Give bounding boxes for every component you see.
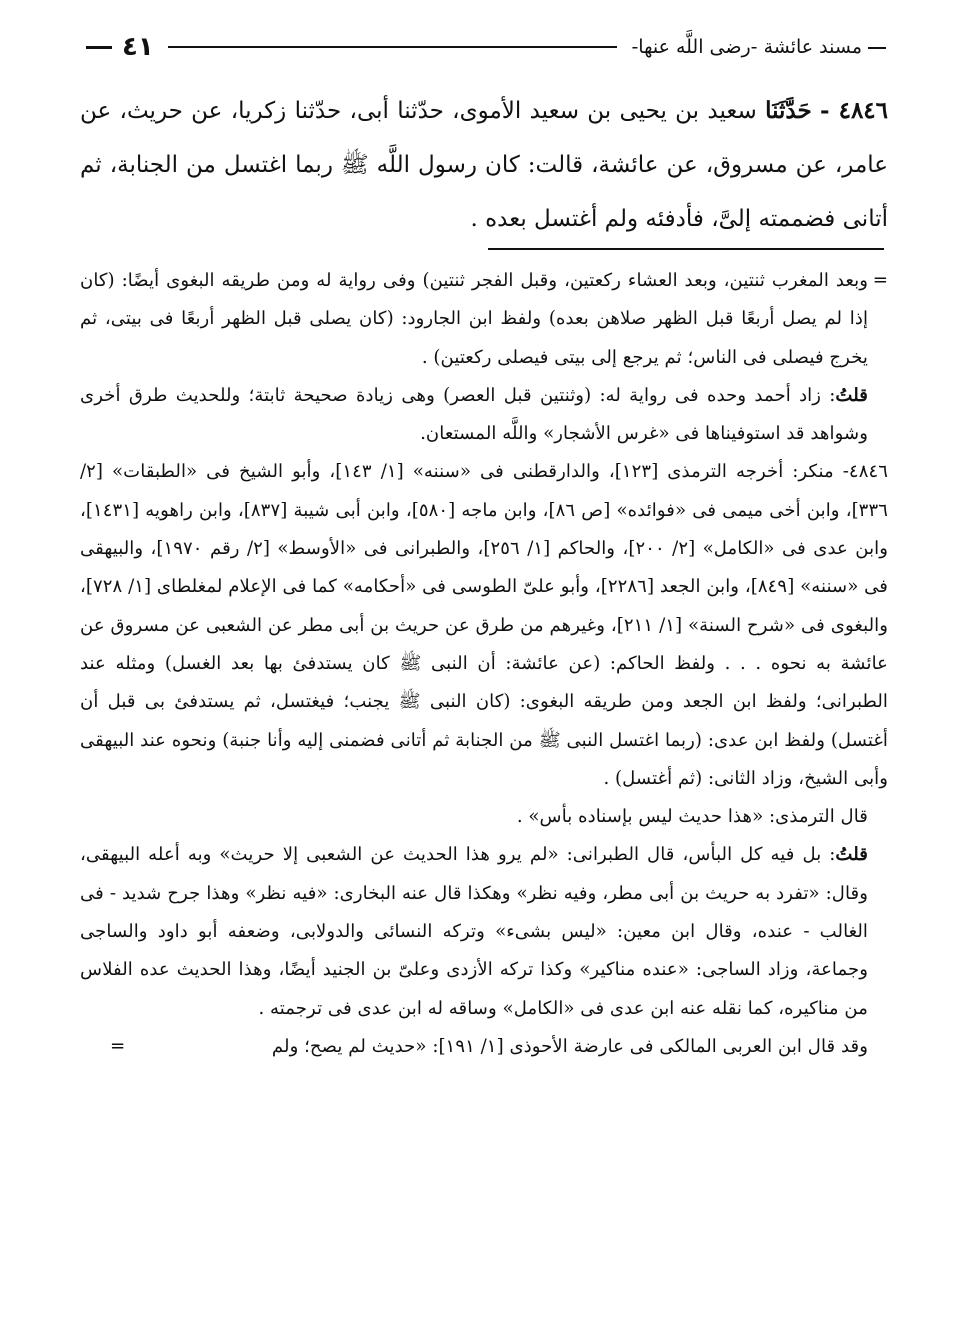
last-note-marker: = [110, 1035, 126, 1057]
continuation-note [80, 262, 888, 377]
continuation-text: وبعد المغرب ثنتين، وبعد العشاء ركعتين، وقبل الفجر ثنتين) وفى رواية له ومن طريقه البغوى أيضًا: (كان إذا لم يصل أربعًا قبل الظهر صلاهن بعده) ولفظ ابن الجارود: (كان يصلى قبل الظهر أربعًا فى بيتى، ثم يخرج فيصلى فى الناس؛ ثم يرجع إلى بيتى فيصلى ركعتين) . [80, 270, 868, 368]
takhrij-number: ٤٨٤٦- [842, 461, 888, 483]
continuation-marker: = [872, 270, 888, 291]
footnote-separator [488, 248, 884, 250]
hadith-text [80, 84, 888, 246]
tirmidhi-text: قال الترمذى: «هذا حديث ليس بإسناده بأس» . [516, 806, 868, 828]
takhrij-text: منكر: أخرجه الترمذى [١٢٣]، والدارقطنى فى «سننه» [١/ ١٤٣]، وأبو الشيخ فى «الطبقات» [٢/ ٣٣٦]، وابن أخى ميمى فى «فوائده» [ص ٨٦]، وابن ماجه [٥٨٠]، وابن أبى شيبة [٨٣٧]، وابن راهويه [١٤٣١]، وابن عدى فى «الكامل» [٢/ ٢٠٠]، والحاكم [١/ ٢٥٦]، والطبرانى فى «الأوسط» [٢/ رقم ١٩٧٠]، والبيهقى فى «سننه» [٨٤٩]، وابن الجعد [٢٢٨٦]، وأبو علىّ الطوسى فى «أحكامه» كما فى الإعلام لمغلطاى [١/ ٧٢٨]، والبغوى فى «شرح السنة» [١/ ٢١١]، وغيرهم من طرق عن حريث بن أبى مطر عن الشعبى عن مسروق عن عائشة به نحوه . . . ولفظ الحاكم: (عن عائشة: أن النبى ﷺ كان يستدفئ بها بعد الغسل) ومثله عند الطبرانى؛ ولفظ ابن الجعد ومن طريقه البغوى: (كان النبى ﷺ يجنب؛ فيغتسل، ثم يستدفئ بى قبل أن أغتسل) ولفظ ابن عدى: (ربما اغتسل النبى ﷺ من الجنابة ثم أتانى فضمنى إليه وأنا جنبة) ونحوه عند البيهقى وأبى الشيخ، وزاد الثانى: (ثم أغتسل) . [80, 461, 889, 789]
running-title: مسند عائشة -رضى اللَّه عنها- [631, 36, 886, 58]
tirmidhi-note [80, 798, 888, 836]
remark-1-label: قلتُ [835, 384, 868, 406]
header-rule [168, 46, 618, 48]
last-note [80, 1028, 888, 1066]
hadith-lead-word: حَدَّثَنَا [765, 97, 812, 124]
last-note-text: وقد قال ابن العربى المالكى فى عارضة الأحوذى [١/ ١٩١]: «حديث لم يصح؛ ولم [271, 1035, 868, 1057]
remark-1-text: : زاد أحمد وحده فى رواية له: (وثنتين قبل العصر) وهى زيادة صحيحة ثابتة؛ وللحديث طرق أخرى وشواهد قد استوفيناها فى «غرس الأشجار» واللَّه المستعان. [80, 384, 868, 445]
page-header [86, 30, 886, 64]
remark-2 [80, 836, 888, 1027]
remark-2-text: : بل فيه كل البأس، قال الطبرانى: «لم يرو هذا الحديث عن الشعبى إلا حريث» وبه أعله البيهقى، وقال: «تفرد به حريث بن أبى مطر، وفيه نظر» وهكذا قال عنه البخارى: «فيه نظر» وهذا جرح شديد - فى الغالب - عنده، وقال ابن معين: «ليس بشىء» وتركه النسائى والدولابى، وضعفه أبو داود والساجى وجماعة، وزاد الساجى: «عنده مناكير» وكذا تركه الأزدى وعلىّ بن الجنيد أيضًا، وهذا الحديث عده الفلاس من مناكيره، كما نقله عنه ابن عدى فى «الكامل» وساقه له ابن عدى فى ترجمته . [80, 844, 868, 1019]
remark-1 [80, 377, 888, 454]
page-number: ٤١ [86, 32, 154, 62]
hadith-number: ٤٨٤٦ - [820, 97, 889, 124]
hadith-body: سعيد بن يحيى بن سعيد الأموى، حدّثنا أبى، حدّثنا زكريا، عن حريث، عن عامر، عن مسروق، عن عائشة، قالت: كان رسول اللَّه ﷺ ربما اغتسل من الجنابة، ثم أتانى فضممته إلىَّ، فأدفئه ولم أغتسل بعده . [80, 98, 888, 232]
remark-2-label: قلتُ [835, 844, 868, 866]
footnotes [80, 262, 888, 1066]
takhrij-note [80, 453, 888, 798]
